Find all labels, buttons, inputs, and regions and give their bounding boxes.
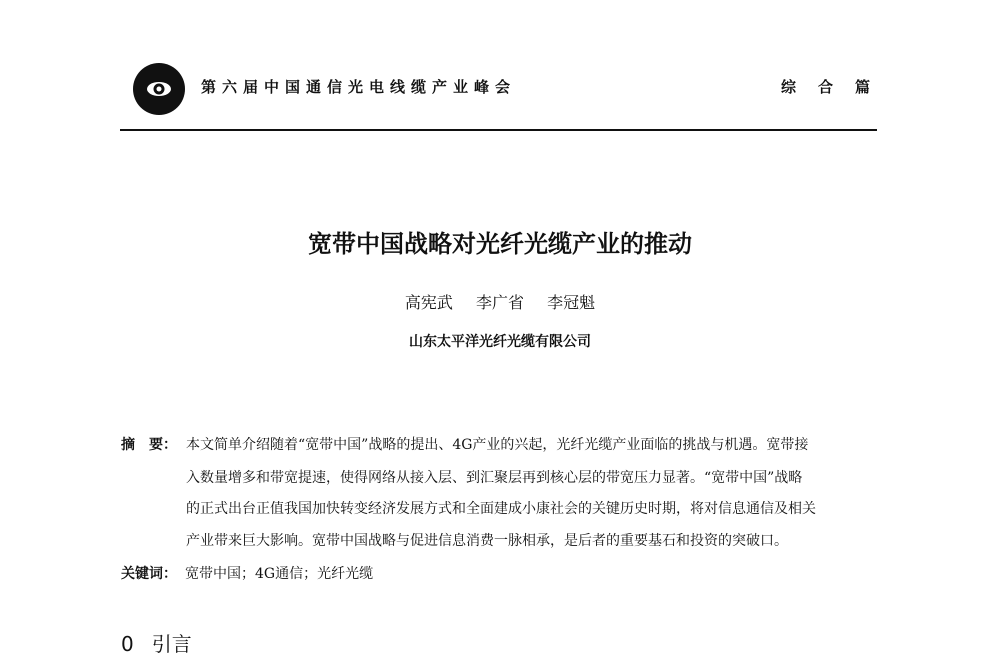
abstract-label: 摘 要：	[121, 437, 177, 453]
header-divider	[120, 129, 877, 131]
author-name: 李冠魁	[547, 293, 596, 312]
abstract-line: 产业带来巨大影响。宽带中国战略与促进信息消费一脉相承，是后者的重要基石和投资的突破口。	[186, 533, 788, 549]
author-affiliation: 山东太平洋光纤光缆有限公司	[409, 334, 591, 350]
section-heading	[121, 628, 192, 657]
keywords-text: 宽带中国；4G通信；光纤光缆	[185, 566, 374, 582]
abstract-line: 的正式出台正值我国加快转变经济发展方式和全面建成小康社会的关键历史时期，将对信息通信及相关	[186, 501, 816, 517]
abstract-line: 入数量增多和带宽提速，使得网络从接入层、到汇聚层再到核心层的带宽压力显著。“宽带中国”战略	[186, 470, 803, 486]
paper-title: 宽带中国战略对光纤光缆产业的推动	[308, 230, 692, 258]
author-name: 高宪武	[404, 293, 453, 312]
conference-logo-icon	[132, 62, 186, 116]
section-title: 引言	[151, 632, 192, 656]
keywords-label: 关键词：	[121, 566, 177, 582]
running-header-conference: 第六届中国通信光电线缆产业峰会	[201, 78, 517, 96]
running-header-section: 综合篇	[781, 78, 893, 96]
author-list	[0, 290, 1000, 313]
section-number: 0	[121, 632, 134, 656]
abstract-line: 本文简单介绍随着“宽带中国”战略的提出、4G产业的兴起，光纤光缆产业面临的挑战与机遇。宽带接	[186, 437, 809, 453]
author-name: 李广省	[475, 293, 524, 312]
